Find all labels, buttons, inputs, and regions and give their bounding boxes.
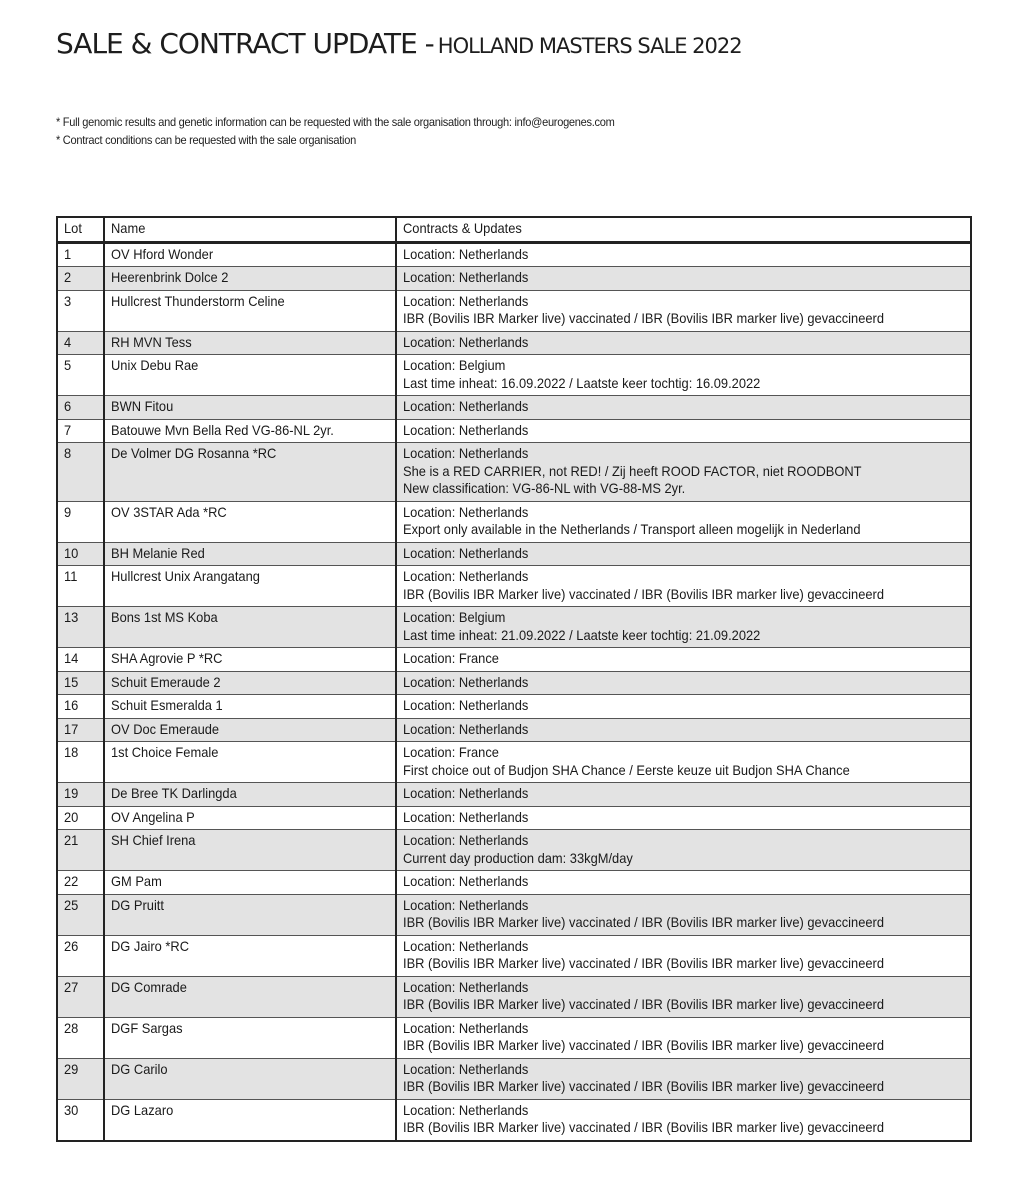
cell-updates — [396, 1017, 971, 1058]
table-row — [57, 607, 971, 648]
cell-name: RH MVN Tess — [104, 331, 396, 355]
table-row — [57, 1099, 971, 1141]
cell-lot: 16 — [57, 695, 104, 719]
cell-updates — [396, 976, 971, 1017]
table-row — [57, 331, 971, 355]
cell-updates — [396, 267, 971, 291]
update-line: Location: Netherlands — [403, 503, 529, 520]
update-line: Export only available in the Netherlands / Transport alleen mogelijk in Nederland — [403, 521, 861, 537]
column-header-lot: Lot — [57, 217, 104, 242]
table-row — [57, 806, 971, 830]
cell-name: DG Jairo *RC — [104, 935, 396, 976]
update-line: Location: Netherlands — [403, 544, 529, 561]
update-line: Location: Netherlands — [403, 1019, 529, 1036]
cell-lot: 13 — [57, 607, 104, 648]
table-row — [57, 501, 971, 542]
cell-lot: 11 — [57, 566, 104, 607]
cell-name: De Bree TK Darlingda — [104, 783, 396, 807]
cell-lot: 15 — [57, 671, 104, 695]
table-row — [57, 242, 971, 267]
cell-name: OV Doc Emeraude — [104, 718, 396, 742]
cell-name: OV 3STAR Ada *RC — [104, 501, 396, 542]
cell-lot: 27 — [57, 976, 104, 1017]
cell-name: Hullcrest Thunderstorm Celine — [104, 290, 396, 331]
update-line: New classification: VG-86-NL with VG-88-MS 2yr. — [403, 480, 686, 496]
title-main: SALE & CONTRACT UPDATE - — [56, 27, 434, 60]
table-row — [57, 976, 971, 1017]
table-row — [57, 742, 971, 783]
cell-name: Hullcrest Unix Arangatang — [104, 566, 396, 607]
table-row — [57, 695, 971, 719]
cell-updates — [396, 607, 971, 648]
cell-name: OV Angelina P — [104, 806, 396, 830]
cell-lot: 9 — [57, 501, 104, 542]
cell-updates — [396, 830, 971, 871]
cell-updates — [396, 290, 971, 331]
cell-lot: 8 — [57, 443, 104, 502]
table-row — [57, 290, 971, 331]
cell-updates — [396, 894, 971, 935]
cell-name: SHA Agrovie P *RC — [104, 648, 396, 672]
cell-updates — [396, 355, 971, 396]
note-contract: * Contract conditions can be requested with the sale organisation — [56, 133, 356, 147]
update-line: Location: France — [403, 650, 499, 666]
update-line: Location: Netherlands — [403, 333, 529, 350]
cell-updates — [396, 566, 971, 607]
cell-name: DG Pruitt — [104, 894, 396, 935]
cell-lot: 25 — [57, 894, 104, 935]
table-row — [57, 871, 971, 895]
update-line: Location: Netherlands — [403, 720, 529, 737]
cell-updates — [396, 501, 971, 542]
cell-name: SH Chief Irena — [104, 830, 396, 871]
cell-lot: 30 — [57, 1099, 104, 1141]
cell-lot: 6 — [57, 396, 104, 420]
update-line: Location: Netherlands — [403, 269, 529, 285]
update-line: Location: France — [403, 744, 499, 760]
column-header-updates: Contracts & Updates — [396, 217, 971, 242]
contracts-table — [56, 216, 972, 1142]
cell-updates — [396, 671, 971, 695]
cell-lot: 20 — [57, 806, 104, 830]
update-line: Last time inheat: 21.09.2022 / Laatste keer tochtig: 21.09.2022 — [403, 626, 761, 643]
cell-name: DG Carilo — [104, 1058, 396, 1099]
cell-updates — [396, 331, 971, 355]
update-line: Location: Belgium — [403, 609, 506, 625]
update-line: IBR (Bovilis IBR Marker live) vaccinated / IBR (Bovilis IBR marker live) gevaccineerd — [403, 1078, 884, 1094]
table-row — [57, 419, 971, 443]
cell-lot: 1 — [57, 242, 104, 267]
table-row — [57, 648, 971, 672]
cell-updates — [396, 648, 971, 672]
update-line: Location: Netherlands — [403, 785, 529, 801]
cell-name: BWN Fitou — [104, 396, 396, 420]
cell-updates — [396, 871, 971, 895]
title-sub: HOLLAND MASTERS SALE 2022 — [437, 34, 742, 58]
update-line: Current day production dam: 33kgM/day — [403, 849, 633, 866]
cell-updates — [396, 935, 971, 976]
update-line: IBR (Bovilis IBR Marker live) vaccinated / IBR (Bovilis IBR marker live) gevaccineerd — [403, 996, 884, 1012]
table-row — [57, 443, 971, 502]
table-body — [57, 242, 971, 1141]
table-row — [57, 935, 971, 976]
table-row — [57, 542, 971, 566]
update-line: Location: Netherlands — [403, 896, 529, 913]
table-row — [57, 718, 971, 742]
update-line: IBR (Bovilis IBR Marker live) vaccinated / IBR (Bovilis IBR marker live) gevaccineerd — [403, 585, 884, 602]
cell-updates — [396, 443, 971, 502]
cell-lot: 21 — [57, 830, 104, 871]
update-line: Location: Netherlands — [403, 808, 529, 825]
table-row — [57, 355, 971, 396]
table-header-row — [57, 217, 971, 242]
update-line: Location: Netherlands — [403, 421, 529, 438]
update-line: IBR (Bovilis IBR Marker live) vaccinated / IBR (Bovilis IBR marker live) gevaccineerd — [403, 310, 884, 326]
update-line: Last time inheat: 16.09.2022 / Laatste keer tochtig: 16.09.2022 — [403, 374, 761, 391]
cell-lot: 26 — [57, 935, 104, 976]
update-line: Location: Netherlands — [403, 398, 529, 414]
update-line: Location: Netherlands — [403, 1101, 529, 1118]
column-header-name: Name — [104, 217, 396, 242]
table-row — [57, 396, 971, 420]
update-line: She is a RED CARRIER, not RED! / Zij heeft ROOD FACTOR, niet ROODBONT — [403, 462, 862, 479]
cell-lot: 14 — [57, 648, 104, 672]
cell-name: Schuit Emeraude 2 — [104, 671, 396, 695]
cell-updates — [396, 1058, 971, 1099]
cell-lot: 19 — [57, 783, 104, 807]
update-line: IBR (Bovilis IBR Marker live) vaccinated / IBR (Bovilis IBR marker live) gevaccineerd — [403, 914, 884, 930]
update-line: IBR (Bovilis IBR Marker live) vaccinated / IBR (Bovilis IBR marker live) gevaccineerd — [403, 1119, 884, 1135]
cell-lot: 2 — [57, 267, 104, 291]
cell-lot: 7 — [57, 419, 104, 443]
cell-name: DG Lazaro — [104, 1099, 396, 1141]
cell-updates — [396, 419, 971, 443]
table-row — [57, 783, 971, 807]
notes — [56, 113, 663, 149]
cell-updates — [396, 242, 971, 267]
update-line: Location: Netherlands — [403, 978, 529, 995]
cell-lot: 3 — [57, 290, 104, 331]
update-line: Location: Netherlands — [403, 832, 529, 848]
update-line: Location: Belgium — [403, 357, 506, 373]
cell-updates — [396, 718, 971, 742]
cell-lot: 29 — [57, 1058, 104, 1099]
cell-lot: 28 — [57, 1017, 104, 1058]
cell-name: DGF Sargas — [104, 1017, 396, 1058]
cell-name: Unix Debu Rae — [104, 355, 396, 396]
page-title — [56, 27, 742, 60]
cell-updates — [396, 396, 971, 420]
update-line: Location: Netherlands — [403, 445, 529, 461]
update-line: IBR (Bovilis IBR Marker live) vaccinated / IBR (Bovilis IBR marker live) gevaccineerd — [403, 955, 884, 971]
update-line: Location: Netherlands — [403, 568, 529, 584]
cell-lot: 5 — [57, 355, 104, 396]
table-row — [57, 1058, 971, 1099]
table-row — [57, 267, 971, 291]
table-row — [57, 830, 971, 871]
update-line: IBR (Bovilis IBR Marker live) vaccinated / IBR (Bovilis IBR marker live) gevaccineerd — [403, 1037, 884, 1053]
update-line: First choice out of Budjon SHA Chance / Eerste keuze uit Budjon SHA Chance — [403, 761, 850, 778]
cell-name: Schuit Esmeralda 1 — [104, 695, 396, 719]
update-line: Location: Netherlands — [403, 673, 529, 690]
cell-updates — [396, 742, 971, 783]
table-row — [57, 894, 971, 935]
cell-name: DG Comrade — [104, 976, 396, 1017]
cell-name: OV Hford Wonder — [104, 242, 396, 267]
update-line: Location: Netherlands — [403, 292, 529, 309]
cell-updates — [396, 783, 971, 807]
update-line: Location: Netherlands — [403, 873, 529, 889]
cell-lot: 4 — [57, 331, 104, 355]
cell-name: De Volmer DG Rosanna *RC — [104, 443, 396, 502]
table-row — [57, 1017, 971, 1058]
table-row — [57, 671, 971, 695]
update-line: Location: Netherlands — [403, 937, 529, 954]
cell-name: 1st Choice Female — [104, 742, 396, 783]
update-line: Location: Netherlands — [403, 245, 529, 262]
cell-lot: 18 — [57, 742, 104, 783]
cell-name: Heerenbrink Dolce 2 — [104, 267, 396, 291]
cell-updates — [396, 1099, 971, 1141]
cell-updates — [396, 695, 971, 719]
cell-updates — [396, 542, 971, 566]
cell-name: Batouwe Mvn Bella Red VG-86-NL 2yr. — [104, 419, 396, 443]
cell-name: BH Melanie Red — [104, 542, 396, 566]
update-line: Location: Netherlands — [403, 697, 529, 713]
cell-name: Bons 1st MS Koba — [104, 607, 396, 648]
update-line: Location: Netherlands — [403, 1060, 529, 1077]
cell-lot: 17 — [57, 718, 104, 742]
table-row — [57, 566, 971, 607]
cell-name: GM Pam — [104, 871, 396, 895]
cell-updates — [396, 806, 971, 830]
cell-lot: 22 — [57, 871, 104, 895]
cell-lot: 10 — [57, 542, 104, 566]
note-genomic: * Full genomic results and genetic information can be requested with the sale organisation through: info@eurogenes.com — [56, 115, 615, 129]
